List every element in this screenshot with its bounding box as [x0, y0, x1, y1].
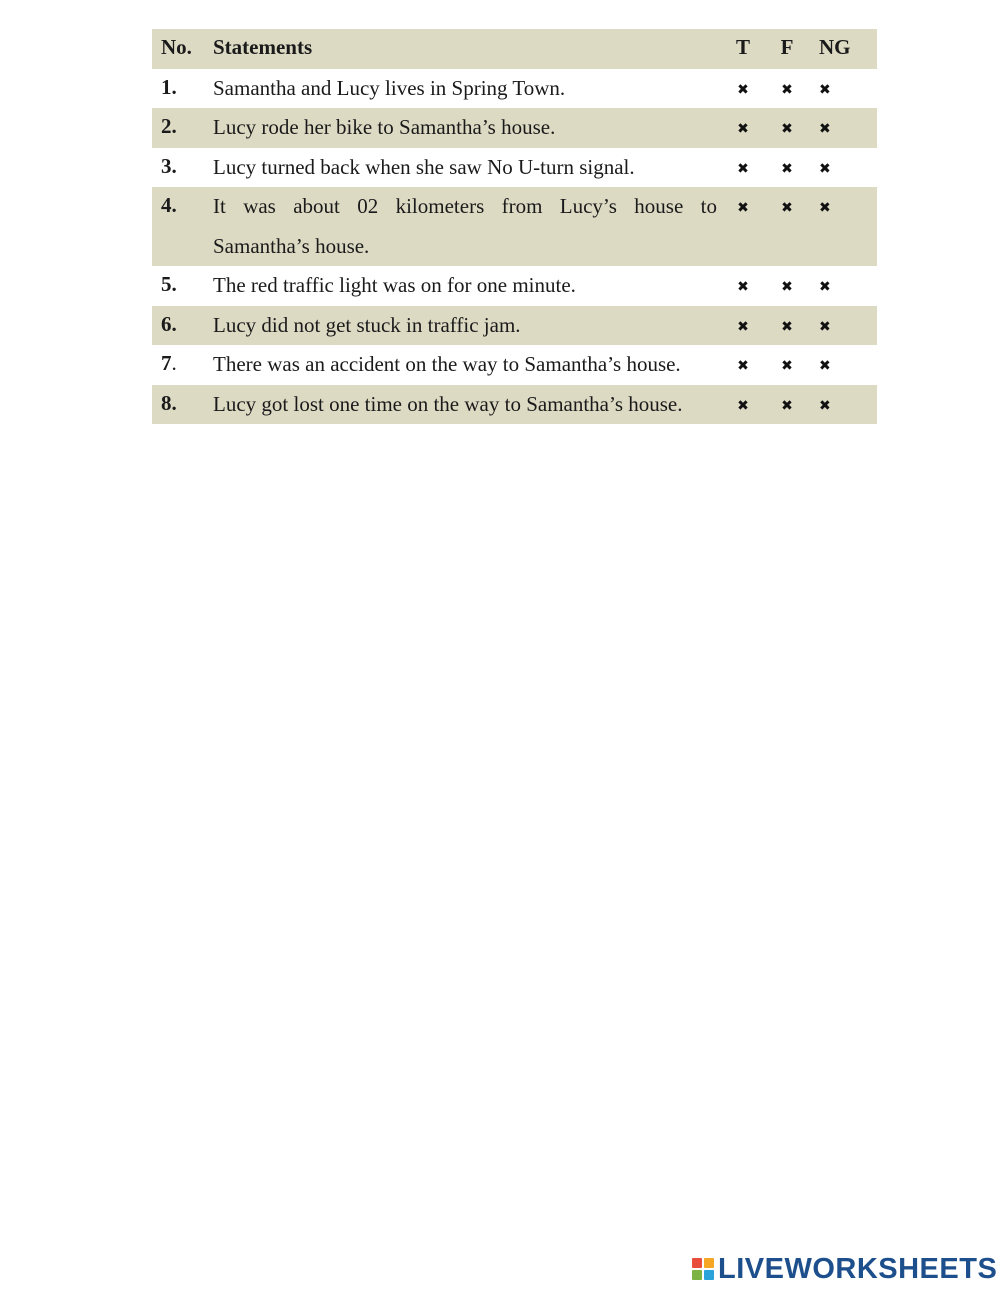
row-number-value: 3	[161, 153, 172, 178]
cross-icon[interactable]: ✖	[781, 121, 793, 137]
option-not-given-cell[interactable]	[809, 187, 877, 266]
option-false-cell[interactable]	[765, 385, 809, 425]
row-number-suffix: .	[171, 272, 177, 296]
row-number	[152, 266, 203, 306]
option-not-given-cell[interactable]	[809, 108, 877, 148]
table-row	[152, 266, 877, 306]
option-not-given-cell[interactable]	[809, 148, 877, 188]
statements-table	[152, 29, 877, 424]
table-header-row	[152, 29, 877, 69]
table-row	[152, 69, 877, 109]
cross-icon[interactable]: ✖	[819, 358, 831, 374]
table-row	[152, 385, 877, 425]
row-number	[152, 306, 203, 346]
row-number-value: 2	[161, 114, 172, 138]
header-statements: Statements	[213, 35, 313, 59]
row-number-value: 6	[161, 311, 172, 336]
table-row	[152, 187, 877, 266]
cross-icon[interactable]: ✖	[781, 160, 793, 177]
cross-icon[interactable]: ✖	[737, 81, 749, 98]
cross-icon[interactable]: ✖	[819, 160, 831, 177]
option-not-given-cell[interactable]	[809, 306, 877, 346]
option-true-cell[interactable]	[721, 69, 765, 109]
cross-icon[interactable]: ✖	[819, 200, 831, 216]
cross-icon[interactable]: ✖	[819, 397, 831, 414]
cross-icon[interactable]: ✖	[737, 358, 749, 374]
option-not-given-cell[interactable]	[809, 69, 877, 109]
option-not-given-cell[interactable]	[809, 266, 877, 306]
logo-square	[692, 1270, 702, 1280]
table-row	[152, 148, 877, 188]
row-number-value: 8	[161, 390, 172, 415]
statement-text: Lucy rode her bike to Samantha’s house.	[213, 115, 556, 139]
table-row	[152, 345, 877, 385]
brand-name: LIVEWORKSHEETS	[718, 1252, 998, 1285]
cross-icon[interactable]: ✖	[781, 81, 793, 98]
cross-icon[interactable]: ✖	[737, 160, 749, 177]
liveworksheets-brand	[692, 1254, 997, 1284]
row-number-suffix: .	[171, 351, 177, 375]
cross-icon[interactable]: ✖	[819, 318, 831, 335]
row-number-suffix: .	[171, 153, 177, 178]
option-false-cell[interactable]	[765, 108, 809, 148]
row-number-value: 5	[161, 272, 172, 296]
table-row	[152, 108, 877, 148]
row-number-value: 7	[161, 351, 172, 375]
cross-icon[interactable]: ✖	[737, 279, 749, 295]
statement-text: There was an accident on the way to Samantha’s house.	[213, 352, 681, 376]
row-number-suffix: .	[171, 311, 177, 336]
row-number	[152, 385, 203, 425]
liveworksheets-logo-icon	[692, 1258, 714, 1280]
option-false-cell[interactable]	[765, 69, 809, 109]
option-false-cell[interactable]	[765, 148, 809, 188]
row-number	[152, 148, 203, 188]
option-false-cell[interactable]	[765, 345, 809, 385]
table-row	[152, 306, 877, 346]
option-false-cell[interactable]	[765, 306, 809, 346]
statement-text: It was about 02 kilometers from Lucy’s house to Samantha’s house.	[213, 194, 717, 258]
cross-icon[interactable]: ✖	[781, 358, 793, 374]
row-number	[152, 187, 203, 266]
cross-icon[interactable]: ✖	[737, 200, 749, 216]
row-number-value: 1	[161, 74, 172, 99]
cross-icon[interactable]: ✖	[781, 200, 793, 216]
header-not-given: NG	[819, 35, 851, 59]
option-not-given-cell[interactable]	[809, 345, 877, 385]
option-false-cell[interactable]	[765, 266, 809, 306]
header-true: T	[735, 35, 750, 59]
row-number	[152, 108, 203, 148]
row-number-suffix: .	[171, 74, 177, 99]
statement-text: Lucy did not get stuck in traffic jam.	[213, 312, 521, 337]
row-number-suffix: .	[171, 114, 177, 138]
cross-icon[interactable]: ✖	[781, 279, 793, 295]
row-number-suffix: .	[171, 193, 177, 217]
statement-text: The red traffic light was on for one minute.	[213, 273, 576, 297]
cross-icon[interactable]: ✖	[781, 397, 793, 414]
cross-icon[interactable]: ✖	[737, 318, 749, 335]
option-true-cell[interactable]	[721, 108, 765, 148]
option-true-cell[interactable]	[721, 385, 765, 425]
option-true-cell[interactable]	[721, 187, 765, 266]
cross-icon[interactable]: ✖	[819, 121, 831, 137]
header-false: F	[780, 35, 794, 59]
option-not-given-cell[interactable]	[809, 385, 877, 425]
cross-icon[interactable]: ✖	[819, 81, 831, 98]
row-number	[152, 345, 203, 385]
cross-icon[interactable]: ✖	[781, 318, 793, 335]
logo-square	[704, 1258, 714, 1268]
statement-text: Samantha and Lucy lives in Spring Town.	[213, 75, 566, 100]
cross-icon[interactable]: ✖	[737, 121, 749, 137]
option-true-cell[interactable]	[721, 306, 765, 346]
logo-square	[692, 1258, 702, 1268]
cross-icon[interactable]: ✖	[737, 397, 749, 414]
logo-square	[704, 1270, 714, 1280]
row-number-suffix: .	[171, 390, 177, 415]
statement-text: Lucy got lost one time on the way to Samantha’s house.	[213, 391, 683, 416]
option-true-cell[interactable]	[721, 148, 765, 188]
option-true-cell[interactable]	[721, 345, 765, 385]
option-true-cell[interactable]	[721, 266, 765, 306]
row-number-value: 4	[161, 193, 172, 217]
statement-text: Lucy turned back when she saw No U-turn signal.	[213, 154, 635, 179]
option-false-cell[interactable]	[765, 187, 809, 266]
table-body	[152, 69, 877, 425]
row-number	[152, 69, 203, 109]
cross-icon[interactable]: ✖	[819, 279, 831, 295]
header-no: No.	[161, 35, 192, 59]
